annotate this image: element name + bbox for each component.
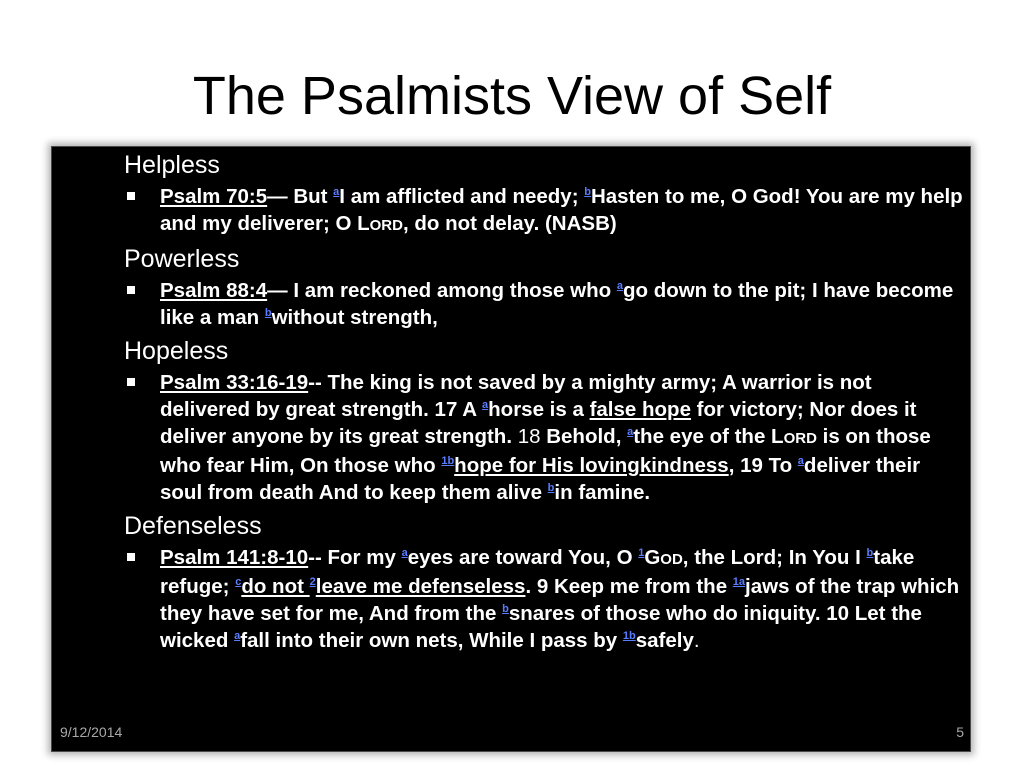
- footer-date: 9/12/2014: [60, 724, 123, 740]
- verse-text: take refuge;: [160, 546, 915, 598]
- scripture-reference: Psalm 141:8-10: [160, 546, 309, 569]
- verse-text: , 19 To: [728, 454, 798, 477]
- footnote-link[interactable]: a: [401, 547, 408, 560]
- footnote-link[interactable]: a: [333, 186, 340, 199]
- section-heading: Powerless: [124, 245, 240, 273]
- scripture-text: [160, 544, 964, 654]
- scripture-item: [124, 369, 964, 506]
- section-helpless: [124, 151, 964, 239]
- verse-text: jaws of the trap which they have set for me, And from the: [160, 575, 960, 625]
- section-powerless: [124, 245, 964, 331]
- verse-text: is on those who fear Him, On those who: [160, 425, 931, 477]
- verse-text: safely: [635, 629, 694, 652]
- footnote-link[interactable]: a: [234, 630, 241, 643]
- verse-text: horse is a: [488, 398, 590, 421]
- scripture-item: [124, 277, 964, 331]
- scripture-reference: Psalm 70:5: [160, 185, 268, 208]
- section-hopeless: [124, 337, 964, 506]
- footnote-link[interactable]: 1b: [441, 455, 455, 468]
- slide-title: The Psalmists View of Self: [192, 66, 832, 126]
- verse-text: — But: [267, 185, 334, 208]
- footnote-link[interactable]: 1b: [622, 630, 636, 643]
- small-caps-text: OD: [660, 551, 683, 568]
- footnote-link[interactable]: b: [866, 547, 874, 560]
- verse-text: , do not delay. (NASB): [402, 212, 617, 235]
- footnote-link[interactable]: b: [547, 482, 555, 495]
- bullet-icon: [127, 553, 135, 561]
- footnote-link[interactable]: a: [616, 280, 623, 293]
- section-defenseless: [124, 512, 964, 654]
- verse-text: , the Lord; In You I: [682, 546, 867, 569]
- scripture-text: [160, 183, 964, 239]
- footnote-link[interactable]: b: [502, 603, 509, 616]
- footnote-link[interactable]: a: [482, 399, 489, 412]
- verse-text: Hasten to me, O God! You are my help and my deliverer; O L: [160, 185, 963, 235]
- verse-text: -- For my: [308, 546, 402, 569]
- verse-text: fall into their own nets, While I pass by: [240, 629, 623, 652]
- footnote-link[interactable]: 1: [638, 547, 645, 560]
- verse-text: 18: [517, 425, 541, 448]
- bullet-icon: [127, 378, 135, 386]
- verse-text: for victory; Nor does it deliver anyone by its great strength.: [160, 398, 917, 448]
- verse-text: -- The king is not saved by a mighty army; A warrior is not delivered by great strength. 17 A: [160, 371, 872, 421]
- underlined-phrase: leave me defenseless: [315, 575, 526, 598]
- scripture-item: [124, 183, 964, 239]
- verse-text: .: [693, 629, 700, 652]
- verse-text: snares of those who do iniquity. 10 Let the wicked: [160, 602, 922, 652]
- bullet-icon: [127, 286, 135, 294]
- content-box: [51, 146, 971, 752]
- verse-text: G: [644, 546, 661, 569]
- small-caps-text: ORD: [369, 217, 403, 234]
- section-heading: Defenseless: [124, 512, 262, 540]
- footnote-link[interactable]: b: [584, 186, 591, 199]
- section-heading: Helpless: [124, 151, 220, 179]
- verse-text: Behold,: [540, 425, 628, 448]
- verse-text: — I am reckoned among those who: [267, 279, 617, 302]
- verse-text: the eye of the L: [633, 425, 784, 448]
- verse-text: I am afflicted and needy;: [339, 185, 585, 208]
- slide-number: 5: [956, 724, 964, 740]
- scripture-reference: Psalm 33:16-19: [160, 371, 309, 394]
- underlined-phrase: hope for His lovingkindness: [454, 454, 729, 477]
- verse-text: . 9 Keep me from the: [525, 575, 733, 598]
- verse-text: deliver their soul from death And to keep them alive: [160, 454, 921, 504]
- body-text: [124, 151, 964, 660]
- scripture-item: [124, 544, 964, 654]
- footnote-link[interactable]: c: [235, 576, 242, 589]
- footnote-link[interactable]: a: [797, 455, 804, 468]
- small-caps-text: ORD: [783, 430, 817, 447]
- verse-text: eyes are toward You, O: [407, 546, 639, 569]
- underlined-phrase: false hope: [589, 398, 691, 421]
- footnote-link[interactable]: b: [264, 307, 272, 320]
- verse-text: in famine.: [554, 481, 651, 504]
- section-heading: Hopeless: [124, 337, 229, 365]
- bullet-icon: [127, 192, 135, 200]
- verse-text: go down to the pit; I have become like a man: [160, 279, 954, 329]
- footnote-link[interactable]: a: [627, 426, 634, 439]
- footnote-link[interactable]: 1a: [732, 576, 746, 589]
- scripture-reference: Psalm 88:4: [160, 279, 268, 302]
- scripture-text: [160, 277, 964, 331]
- underlined-phrase: do not: [241, 575, 310, 598]
- footnote-link[interactable]: 2: [309, 576, 316, 589]
- scripture-text: [160, 369, 964, 506]
- verse-text: without strength,: [271, 306, 438, 329]
